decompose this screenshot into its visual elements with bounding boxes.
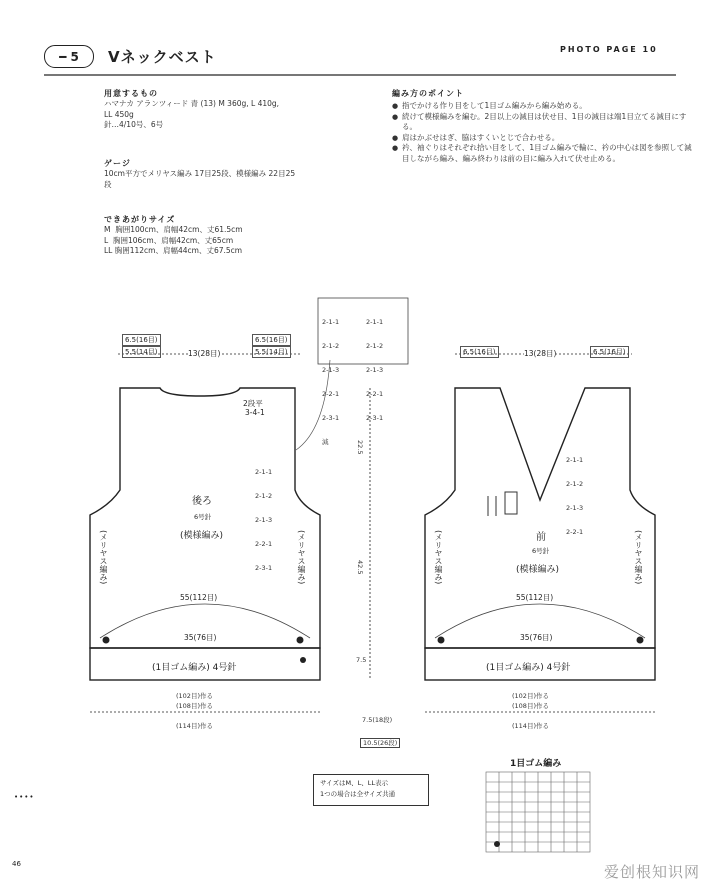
- size-line: M 胸囲100cm、肩幅42cm、丈61.5cm: [104, 225, 243, 234]
- decrease-row: 2-1-3: [322, 366, 340, 374]
- dim-front-left: 6.5(16目): [460, 346, 499, 358]
- back-marker-left: [103, 637, 110, 644]
- decrease-row: 2-3-1: [322, 414, 340, 422]
- dim-top-right-b: 5.5(14目): [252, 346, 291, 358]
- point-item: ● 衿、袖ぐりはそれぞれ拾い目をして、1目ゴム編みで輪に、衿の中心は図を参照して減目しながら編み、編み終わりは前の目に編み入れて伏せ止める。: [402, 143, 692, 164]
- back-neck-decrease: 3-4-1: [245, 408, 265, 417]
- back-side-label-right: (メリヤス編み): [297, 530, 306, 585]
- back-ribbing-label: (1目ゴム編み) 4号針: [152, 663, 237, 673]
- decrease-row: 2-2-1: [255, 540, 273, 548]
- photo-reference: PHOTO PAGE 10: [560, 45, 658, 54]
- points-heading: 編み方のポイント: [392, 89, 464, 98]
- point-item: ● 続けて模様編みを編む。2目以上の減目は伏せ目、1目の減目は端1目立てる減目にする。: [402, 112, 692, 133]
- dim-front-mid: 13(28目): [524, 349, 557, 358]
- back-marker-rib: [300, 657, 306, 663]
- decrease-row: 2-1-2: [322, 342, 340, 350]
- page-title: Vネックベスト: [108, 48, 217, 66]
- front-piece-name: 前: [536, 532, 546, 543]
- decrease-row: 2-2-1: [366, 390, 384, 398]
- front-side-label: (メリヤス編み): [434, 530, 443, 585]
- vertical-dim-2: 42.5: [356, 560, 364, 575]
- watermark: 爱创根知识网: [603, 863, 700, 881]
- pattern-number: 5: [70, 49, 79, 64]
- decrease-row: 2-1-2: [366, 342, 384, 350]
- back-width-1: (102目)作る: [176, 692, 213, 700]
- materials-heading: 用意するもの: [104, 89, 158, 98]
- front-marker-right: [637, 637, 644, 644]
- badge-dash: ━: [59, 49, 71, 64]
- front-hem-sub: 35(76目): [520, 633, 553, 642]
- bottom-mid-dim-2: 10.5(26段): [360, 738, 400, 748]
- dim-top-right-a: 6.5(16目): [252, 334, 291, 346]
- rib-chart-grid: [486, 772, 590, 852]
- decrease-row: 減: [322, 438, 329, 446]
- decrease-table-right: [366, 302, 383, 430]
- back-hem-sub: 35(76目): [184, 633, 217, 642]
- materials-line: ハマナカ アランツィード 青 (13) M 360g, L 410g,: [104, 99, 280, 108]
- rib-marker: [494, 841, 500, 847]
- decrease-row: 2-1-1: [322, 318, 340, 326]
- decrease-row: 2-3-1: [366, 414, 384, 422]
- dim-top-left-a: 6.5(16目): [122, 334, 161, 346]
- dim-front-right: 6.5(16目): [590, 346, 629, 358]
- decrease-table-left: [322, 302, 339, 454]
- vertical-dim-1: 22.5: [356, 440, 364, 455]
- decrease-row: 2-2-1: [566, 528, 584, 536]
- back-needle: 6号針: [194, 513, 212, 521]
- gauge-line: 10cm平方でメリヤス編み 17目25段、模様編み 22目25: [104, 169, 296, 178]
- back-hem-count: 55(112目): [180, 593, 218, 602]
- cable-motif: [488, 492, 517, 516]
- back-pattern: (模様編み): [180, 531, 224, 541]
- ribbing-length-dim: 7.5: [356, 656, 367, 664]
- front-piece-outline: [425, 388, 655, 648]
- decrease-row: 2-1-2: [255, 492, 273, 500]
- dim-top-mid-back: 13(28目): [188, 349, 221, 358]
- size-line: L 胸囲106cm、肩幅42cm、丈65cm: [104, 235, 234, 245]
- front-ribbing-label: (1目ゴム編み) 4号針: [486, 663, 571, 673]
- decrease-row: 2-1-1: [566, 456, 584, 464]
- front-neck-decrease: [566, 440, 583, 544]
- front-marker-left: [438, 637, 445, 644]
- decrease-row: 2-1-3: [366, 366, 384, 374]
- decrease-row: 2-1-2: [566, 480, 584, 488]
- point-item: ● 指でかける作り目をして1目ゴム編みから編み始める。: [402, 101, 692, 112]
- decrease-row: 2-2-1: [322, 390, 340, 398]
- decrease-row: 2-1-3: [255, 516, 273, 524]
- gauge-heading: ゲージ: [104, 159, 131, 168]
- decrease-row: 2-3-1: [255, 564, 273, 572]
- size-heading: できあがりサイズ: [104, 215, 176, 224]
- decrease-row: 2-1-1: [255, 468, 273, 476]
- bottom-mid-dim-1: 7.5(18段): [362, 716, 393, 724]
- back-width-3: (114目)作る: [176, 722, 213, 730]
- size-note-box: [313, 774, 429, 806]
- back-width-2: (108目)作る: [176, 702, 213, 710]
- page-dots: ••••: [14, 793, 35, 801]
- front-width-1: (102目)作る: [512, 692, 549, 700]
- materials-line: LL 450g: [104, 109, 134, 119]
- note-line: 1つの場合は全サイズ共通: [320, 790, 396, 798]
- front-side-label-right: (メリヤス編み): [634, 530, 643, 585]
- front-pattern: (模様編み): [516, 565, 560, 575]
- front-needle: 6号針: [532, 547, 550, 555]
- note-line: サイズはM、L、LL表示: [320, 779, 388, 787]
- front-width-2: (108目)作る: [512, 702, 549, 710]
- materials-line: 針…4/10号、6号: [104, 120, 164, 129]
- back-neck-rows: 2段平: [243, 399, 263, 408]
- front-width-3: (114目)作る: [512, 722, 549, 730]
- size-line: LL 胸囲112cm、肩幅44cm、丈67.5cm: [104, 246, 243, 255]
- back-side-label: (メリヤス編み): [99, 530, 108, 585]
- front-hem-count: 55(112目): [516, 593, 554, 602]
- page-number: 46: [12, 860, 21, 868]
- decrease-row: 2-1-3: [566, 504, 584, 512]
- point-item: ● 肩はかぶせはぎ、脇はすくいとじで合わせる。: [402, 133, 692, 144]
- back-marker-right: [297, 637, 304, 644]
- decrease-row: 2-1-1: [366, 318, 384, 326]
- back-piece-name: 後ろ: [192, 496, 212, 507]
- gauge-line: 段: [104, 179, 112, 189]
- rib-chart-title: 1目ゴム編み: [510, 759, 562, 769]
- dim-top-left-b: 5.5(14目): [122, 346, 161, 358]
- armhole-decrease: [255, 452, 272, 580]
